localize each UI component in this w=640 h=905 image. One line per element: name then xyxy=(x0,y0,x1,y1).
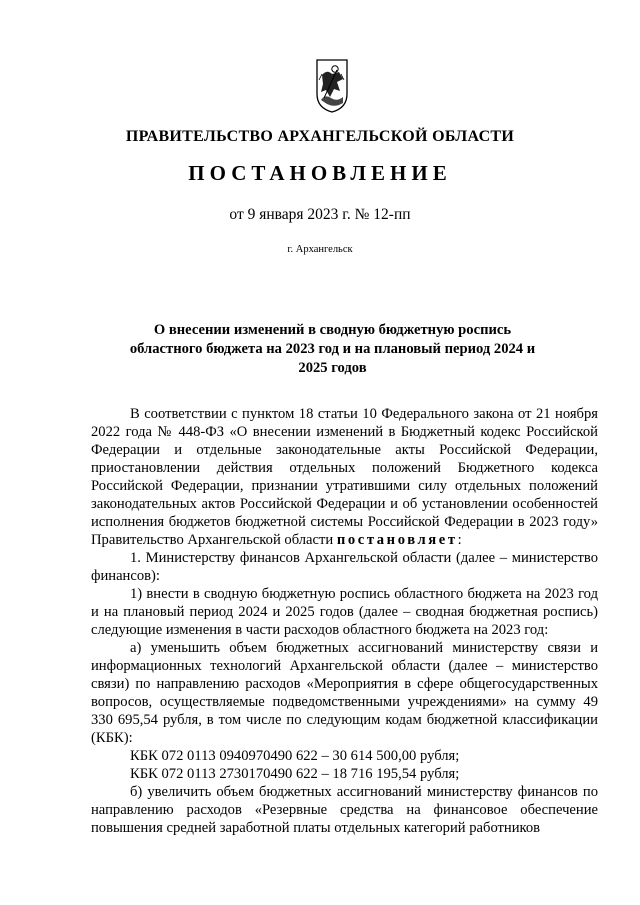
paragraph-1-1: 1) внести в сводную бюджетную роспись областного бюджета на 2023 год и на плановый период 2024 и 2025 годов (далее – сводная бюджетная роспись) следующие изменения в части расходов областного бюджета на 2023 год: xyxy=(91,586,598,638)
paragraph-1-1-b: б) увеличить объем бюджетных ассигнований министерству финансов по направлению расходов «Резервные средства на финансовое обеспечение повышения средней заработной платы отдельных категорий работников xyxy=(91,784,598,836)
decree-body xyxy=(91,405,598,837)
document-type: ПОСТАНОВЛЕНИЕ xyxy=(188,161,452,185)
paragraph-1-1-a: а) уменьшить объем бюджетных ассигнований министерству связи и информационных технологий Архангельской области (далее – министерство связи) по направлению расходов «Мероприятия в сфере общегосударственных вопросов, осуществляемые подведомственными учреждениями» на сумму 49 330 695,54 рубля, в том числе по следующим кодам бюджетной классификации (КБК): xyxy=(91,640,598,746)
intro-text: В соответствии с пунктом 18 статьи 10 Федерального закона от 21 ноября 2022 года № 448-ФЗ «О внесении изменений в Бюджетный кодекс Российской Федерации и отдельные законодательные акты Российской Федерации, приостановлении действия отдельных положений Бюджетного кодекса Российской Федерации, признании утратившими силу отдельных положений законодательных актов Российской Федерации и об установлении особенностей исполнения бюджетов бюджетной системы Российской Федерации в 2023 году» Правительство Архангельской области xyxy=(91,406,598,548)
intro-keyword: постановляет xyxy=(336,532,458,548)
decree-date-number: от 9 января 2023 г. № 12-пп xyxy=(229,206,411,223)
kbk-line-1: КБК 072 0113 0940970490 622 – 30 614 500,00 рубля; xyxy=(130,748,460,764)
kbk-line-2: КБК 072 0113 2730170490 622 – 18 716 195,54 рубля; xyxy=(130,766,460,782)
decree-title: О внесении изменений в сводную бюджетную роспись областного бюджета на 2023 год и на плановый период 2024 и 2025 годов xyxy=(129,322,536,376)
intro-end: : xyxy=(457,532,462,548)
government-name: ПРАВИТЕЛЬСТВО АРХАНГЕЛЬСКОЙ ОБЛАСТИ xyxy=(125,128,515,145)
intro-paragraph xyxy=(91,405,598,549)
paragraph-1: 1. Министерству финансов Архангельской области (далее – министерство финансов): xyxy=(91,550,598,584)
coat-of-arms-icon xyxy=(313,58,351,114)
city-name: г. Архангельск xyxy=(287,244,353,255)
